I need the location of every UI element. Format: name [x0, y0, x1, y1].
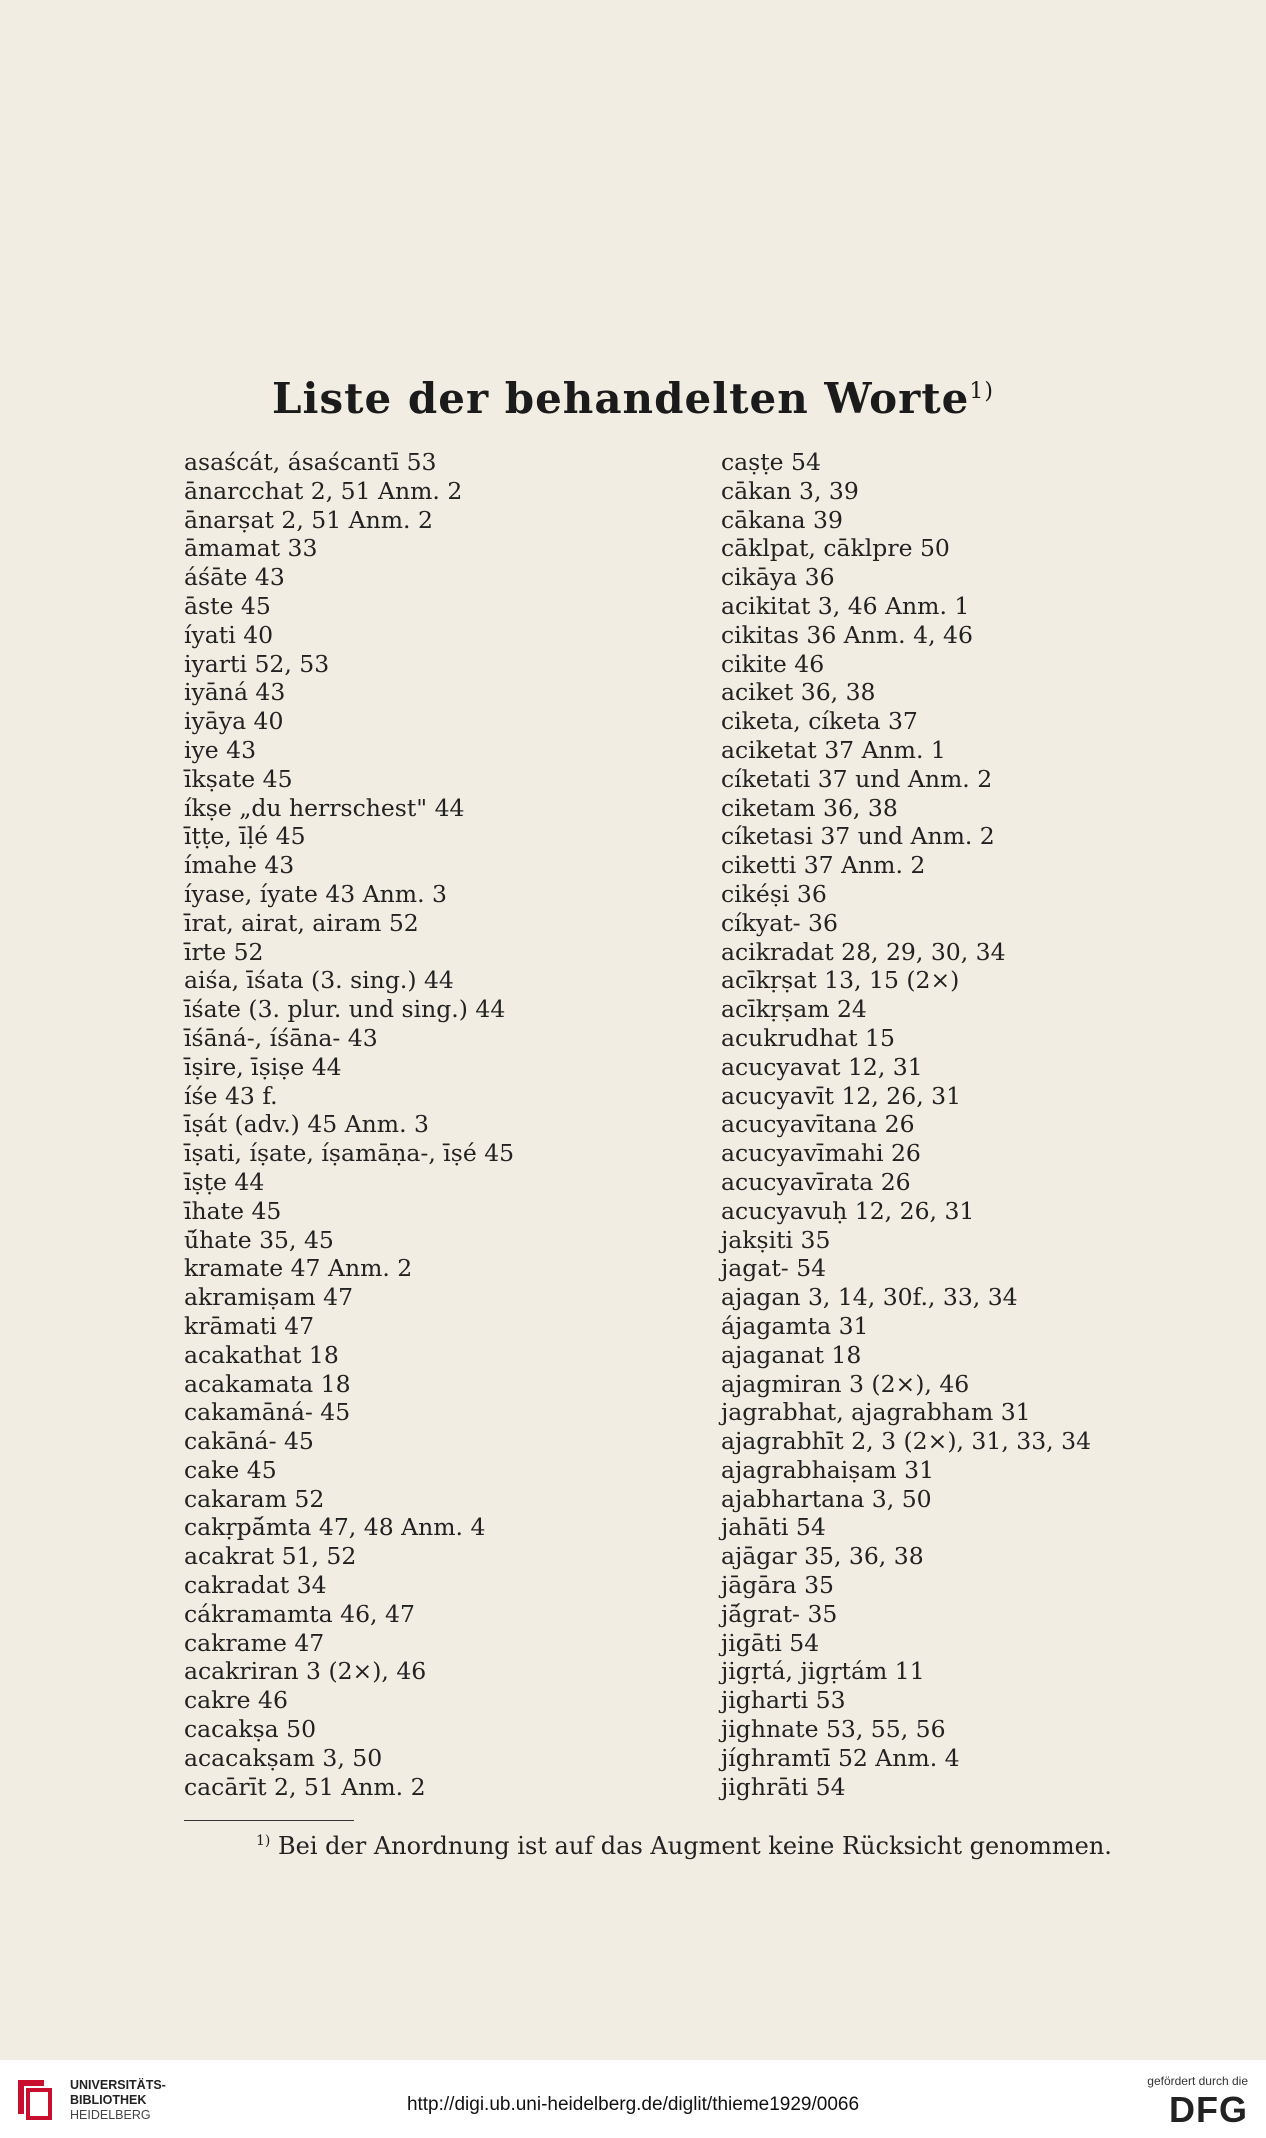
- left-column-entry: acacakṣam 3, 50: [184, 1743, 383, 1772]
- institution-line-3: HEIDELBERG: [70, 2108, 151, 2122]
- left-column-entry: iye 43: [184, 735, 257, 764]
- left-column-entry: ānarcchat 2, 51 Anm. 2: [184, 476, 463, 505]
- left-column-entry: akramiṣam 47: [184, 1283, 354, 1312]
- left-column-entry: cakamāná- 45: [184, 1398, 351, 1427]
- left-column-entry: cakāná- 45: [184, 1427, 314, 1456]
- right-column-entry: jagrabhat, ajagrabham 31: [721, 1398, 1031, 1427]
- left-column-entry: īṣire, īṣiṣe 44: [184, 1052, 342, 1081]
- right-column-entry: ajagrabhaiṣam 31: [721, 1455, 935, 1484]
- left-column-entry: kramate 47 Anm. 2: [184, 1254, 413, 1283]
- right-word-column: [721, 448, 1091, 1801]
- right-column-entry: acucyavuḥ 12, 26, 31: [721, 1196, 975, 1225]
- right-column-entry: jakṣiti 35: [721, 1225, 831, 1254]
- left-column-entry: acakrat 51, 52: [184, 1542, 357, 1571]
- left-column-entry: iyāná 43: [184, 678, 286, 707]
- right-column-entry: jāgāra 35: [721, 1571, 834, 1600]
- right-column-entry: cikitas 36 Anm. 4, 46: [721, 620, 973, 649]
- left-column-entry: acakriran 3 (2×), 46: [184, 1657, 427, 1686]
- left-column-entry: iyāya 40: [184, 707, 284, 736]
- left-column-entry: īśate (3. plur. und sing.) 44: [184, 995, 506, 1024]
- right-column-entry: acikitat 3, 46 Anm. 1: [721, 591, 970, 620]
- left-column-entry: īhate 45: [184, 1196, 282, 1225]
- right-column-entry: ájagamta 31: [721, 1311, 869, 1340]
- left-column-entry: āste 45: [184, 591, 271, 620]
- left-column-entry: asaścát, ásaścantī 53: [184, 448, 437, 476]
- right-column-entry: jigāti 54: [721, 1628, 820, 1657]
- right-column-entry: acucyavītana 26: [721, 1110, 915, 1139]
- right-column-entry: ajagan 3, 14, 30f., 33, 34: [721, 1283, 1018, 1312]
- page-title: Liste der behandelten Worte$^{1)}$: [271, 374, 994, 423]
- right-column-entry: jā́grat- 35: [721, 1599, 838, 1628]
- right-column-entry: aciket 36, 38: [721, 678, 876, 707]
- left-column-entry: cake 45: [184, 1455, 277, 1484]
- funder-note: gefördert durch die: [1147, 2074, 1248, 2088]
- left-column-entry: iyarti 52, 53: [184, 649, 330, 678]
- right-column-entry: cíketati 37 und Anm. 2: [721, 764, 993, 793]
- right-column-entry: acucyavat 12, 31: [721, 1052, 923, 1081]
- left-column-entry: cakrame 47: [184, 1628, 325, 1657]
- right-column-entry: ajāgar 35, 36, 38: [721, 1542, 924, 1571]
- right-column-entry: jighrāti 54: [721, 1772, 846, 1801]
- left-column-entry: īṣṭe 44: [184, 1167, 265, 1196]
- right-column-entry: acīkṛṣam 24: [721, 995, 867, 1024]
- right-column-entry: aciketat 37 Anm. 1: [721, 735, 946, 764]
- left-column-entry: krāmati 47: [184, 1311, 315, 1340]
- right-column-entry: ciketa, cíketa 37: [721, 707, 918, 736]
- right-column-entry: jigharti 53: [721, 1686, 846, 1715]
- right-column-entry: ajagmiran 3 (2×), 46: [721, 1369, 970, 1398]
- right-column-entry: cākana 39: [721, 505, 843, 534]
- right-column-entry: cikéṣi 36: [721, 879, 827, 908]
- right-column-entry: jigṛtá, jigṛtám 11: [721, 1657, 925, 1686]
- left-column-entry: áśāte 43: [184, 563, 285, 592]
- left-column-entry: cacakṣa 50: [184, 1715, 317, 1744]
- right-column-entry: acikradat 28, 29, 30, 34: [721, 937, 1006, 966]
- left-column-entry: íkṣe „du herrschest" 44: [184, 793, 465, 822]
- footnote-divider: [184, 1820, 354, 1821]
- permalink-url[interactable]: http://digi.ub.uni-heidelberg.de/diglit/thieme1929/0066: [406, 2094, 860, 2115]
- left-column-entry: íyati 40: [184, 620, 274, 649]
- funder-credit[interactable]: [1147, 2074, 1248, 2130]
- right-column-entry: cíketasi 37 und Anm. 2: [721, 822, 995, 851]
- left-column-entry: acakamata 18: [184, 1369, 351, 1398]
- right-column-entry: jahāti 54: [721, 1513, 826, 1542]
- right-column-entry: acīkṛṣat 13, 15 (2×): [721, 966, 960, 995]
- right-column-entry: ciketam 36, 38: [721, 793, 898, 822]
- left-column-entry: īrat, airat, airam 52: [184, 908, 419, 937]
- right-column-entry: jíghramtī 52 Anm. 4: [721, 1743, 960, 1772]
- left-column-entry: íyase, íyate 43 Anm. 3: [184, 879, 447, 908]
- right-column-entry: cíkyat- 36: [721, 908, 838, 937]
- left-column-entry: cákramamta 46, 47: [184, 1599, 415, 1628]
- left-column-entry: īrte 52: [184, 937, 264, 966]
- right-column-entry: cikite 46: [721, 649, 825, 678]
- left-column-entry: aiśa, īśata (3. sing.) 44: [184, 966, 454, 995]
- right-column-entry: ajagrabhīt 2, 3 (2×), 31, 33, 34: [721, 1427, 1092, 1456]
- right-column-entry: cikāya 36: [721, 563, 835, 592]
- institution-line-1: UNIVERSITÄTS-: [70, 2078, 166, 2092]
- left-column-entry: īśāná-, íśāna- 43: [184, 1023, 378, 1052]
- right-column-entry: jagat- 54: [721, 1254, 827, 1283]
- left-column-entry: cakaram 52: [184, 1484, 325, 1513]
- right-column-entry: caṣṭe 54: [721, 448, 821, 476]
- left-column-entry: íśe 43 f.: [184, 1081, 278, 1110]
- right-column-entry: jighnate 53, 55, 56: [721, 1715, 946, 1744]
- left-column-entry: ū́hate 35, 45: [184, 1225, 334, 1254]
- right-column-entry: ciketti 37 Anm. 2: [721, 851, 926, 880]
- right-column-entry: acukrudhat 15: [721, 1023, 895, 1052]
- right-column-entry: acucyavīrata 26: [721, 1167, 911, 1196]
- left-column-entry: īṣát (adv.) 45 Anm. 3: [184, 1110, 429, 1139]
- left-column-entry: ímahe 43: [184, 851, 295, 880]
- right-column-entry: acucyavīt 12, 26, 31: [721, 1081, 962, 1110]
- left-column-entry: acakathat 18: [184, 1340, 339, 1369]
- left-column-entry: cakṛpā́mta 47, 48 Anm. 4: [184, 1513, 486, 1542]
- dfg-logo-text: DFG: [1169, 2089, 1248, 2130]
- left-column-entry: āmamat 33: [184, 534, 318, 563]
- left-column-entry: cakradat 34: [184, 1571, 327, 1600]
- right-column-entry: ajabhartana 3, 50: [721, 1484, 932, 1513]
- left-column-entry: cacārīt 2, 51 Anm. 2: [184, 1772, 426, 1801]
- footnote-mark: 1): [256, 1833, 271, 1849]
- footnote-text: Bei der Anordnung ist auf das Augment keine Rücksicht genommen.: [278, 1832, 1112, 1860]
- right-column-entry: acucyavīmahi 26: [721, 1139, 921, 1168]
- left-word-column: [184, 448, 514, 1801]
- title-footnote-mark: 1): [969, 379, 994, 404]
- right-column-entry: cāklpat, cāklpre 50: [721, 534, 950, 563]
- left-column-entry: īṣati, íṣate, íṣamāṇa-, īṣé 45: [184, 1139, 515, 1168]
- institution-line-2: BIBLIOTHEK: [70, 2093, 147, 2107]
- left-column-entry: cakre 46: [184, 1686, 288, 1715]
- footnote: [256, 1832, 1112, 1860]
- left-column-entry: īṭṭe, īḷé 45: [184, 822, 306, 851]
- left-column-entry: ānarṣat 2, 51 Anm. 2: [184, 505, 433, 534]
- right-column-entry: cākan 3, 39: [721, 476, 859, 505]
- right-column-entry: ajaganat 18: [721, 1340, 862, 1369]
- left-column-entry: īkṣate 45: [184, 764, 293, 793]
